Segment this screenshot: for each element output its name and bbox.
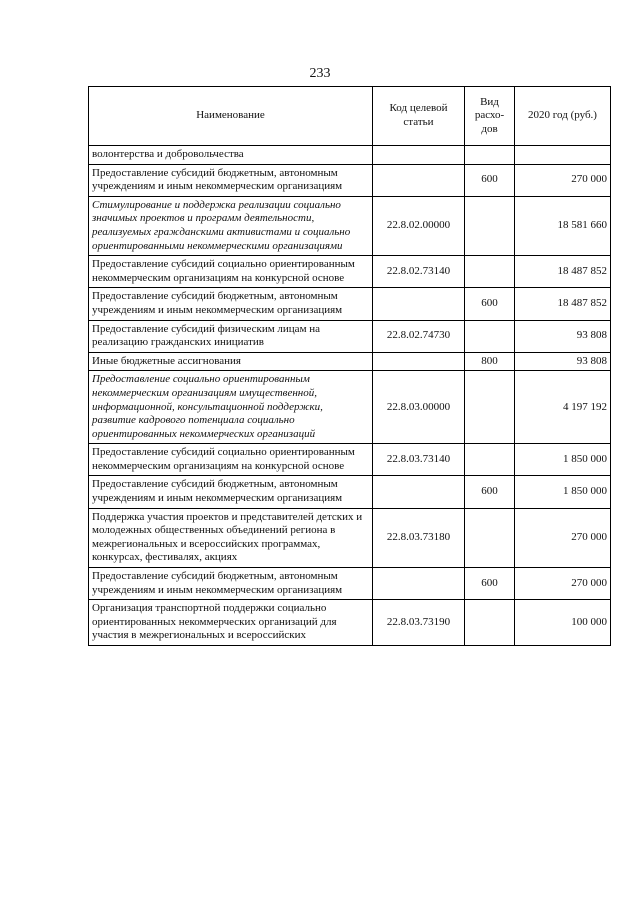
row-code-cell: 22.8.02.74730 [373,320,465,352]
row-name-cell: Предоставление субсидий бюджетным, автономным учреждениям и иным некоммерческим организациям [89,476,373,508]
row-sum-cell: 18 487 852 [515,288,611,320]
row-code-cell: 22.8.03.00000 [373,371,465,444]
row-sum-cell: 270 000 [515,164,611,196]
row-sum-cell: 93 808 [515,352,611,371]
row-sum-cell: 270 000 [515,508,611,567]
row-name-cell: Предоставление субсидий бюджетным, автономным учреждениям и иным некоммерческим организациям [89,164,373,196]
row-sum-cell: 93 808 [515,320,611,352]
table-row [89,146,611,165]
table-row [89,196,611,255]
row-expense-type-cell: 800 [465,352,515,371]
table-row [89,371,611,444]
row-name-cell: Предоставление субсидий социально ориентированным некоммерческим организациям на конкурсной основе [89,256,373,288]
row-name-cell: Поддержка участия проектов и представителей детских и молодежных общественных объединений региона в межрегиональных и всероссийских программах, конкурсах, фестивалях, акциях [89,508,373,567]
row-code-cell: 22.8.03.73140 [373,444,465,476]
row-name-cell: Стимулирование и поддержка реализации социально значимых проектов и программ деятельности, реализуемых гражданскими активистами и социально ориентированными некоммерческими организациями [89,196,373,255]
row-name-cell: Организация транспортной поддержки социально ориентированных некоммерческих организаций для участия в межрегиональных и всероссийских [89,600,373,646]
row-expense-type-cell: 600 [465,288,515,320]
row-expense-type-cell [465,196,515,255]
table-row [89,164,611,196]
row-code-cell: 22.8.02.00000 [373,196,465,255]
row-expense-type-cell [465,508,515,567]
row-code-cell [373,568,465,600]
row-code-cell [373,476,465,508]
row-expense-type-cell: 600 [465,164,515,196]
row-sum-cell: 18 487 852 [515,256,611,288]
row-code-cell [373,288,465,320]
row-name-cell: волонтерства и добровольчества [89,146,373,165]
row-expense-type-cell [465,146,515,165]
table-row [89,476,611,508]
row-sum-cell: 100 000 [515,600,611,646]
row-expense-type-cell [465,256,515,288]
row-expense-type-cell [465,444,515,476]
header-code: Код целевой статьи [373,87,465,146]
table-row [89,568,611,600]
header-name: Наименование [89,87,373,146]
row-name-cell: Иные бюджетные ассигнования [89,352,373,371]
row-expense-type-cell [465,320,515,352]
row-code-cell [373,164,465,196]
header-expense-type: Вид расхо-дов [465,87,515,146]
page-number: 233 [309,66,331,81]
row-name-cell: Предоставление социально ориентированным некоммерческим организациям имущественной, информационной, консультационной поддержки, развитие кадрового потенциала социально ориентированных некоммерческих организаций [89,371,373,444]
table-body [89,146,611,646]
table-row [89,352,611,371]
budget-table [88,86,611,646]
row-code-cell [373,352,465,371]
row-expense-type-cell: 600 [465,568,515,600]
row-sum-cell: 270 000 [515,568,611,600]
row-name-cell: Предоставление субсидий бюджетным, автономным учреждениям и иным некоммерческим организациям [89,288,373,320]
header-sum-2020: 2020 год (руб.) [515,87,611,146]
row-code-cell [373,146,465,165]
row-code-cell: 22.8.03.73180 [373,508,465,567]
table-row [89,508,611,567]
row-name-cell: Предоставление субсидий бюджетным, автономным учреждениям и иным некоммерческим организациям [89,568,373,600]
row-sum-cell: 4 197 192 [515,371,611,444]
row-sum-cell: 1 850 000 [515,476,611,508]
row-expense-type-cell [465,600,515,646]
row-name-cell: Предоставление субсидий социально ориентированным некоммерческим организациям на конкурсной основе [89,444,373,476]
row-sum-cell [515,146,611,165]
table-row [89,600,611,646]
row-expense-type-cell [465,371,515,444]
row-sum-cell: 1 850 000 [515,444,611,476]
table-row [89,288,611,320]
table-header-row [89,87,611,146]
row-code-cell: 22.8.02.73140 [373,256,465,288]
row-name-cell: Предоставление субсидий физическим лицам на реализацию гражданских инициатив [89,320,373,352]
row-expense-type-cell: 600 [465,476,515,508]
table-row [89,444,611,476]
table-row [89,320,611,352]
row-code-cell: 22.8.03.73190 [373,600,465,646]
row-sum-cell: 18 581 660 [515,196,611,255]
table-row [89,256,611,288]
